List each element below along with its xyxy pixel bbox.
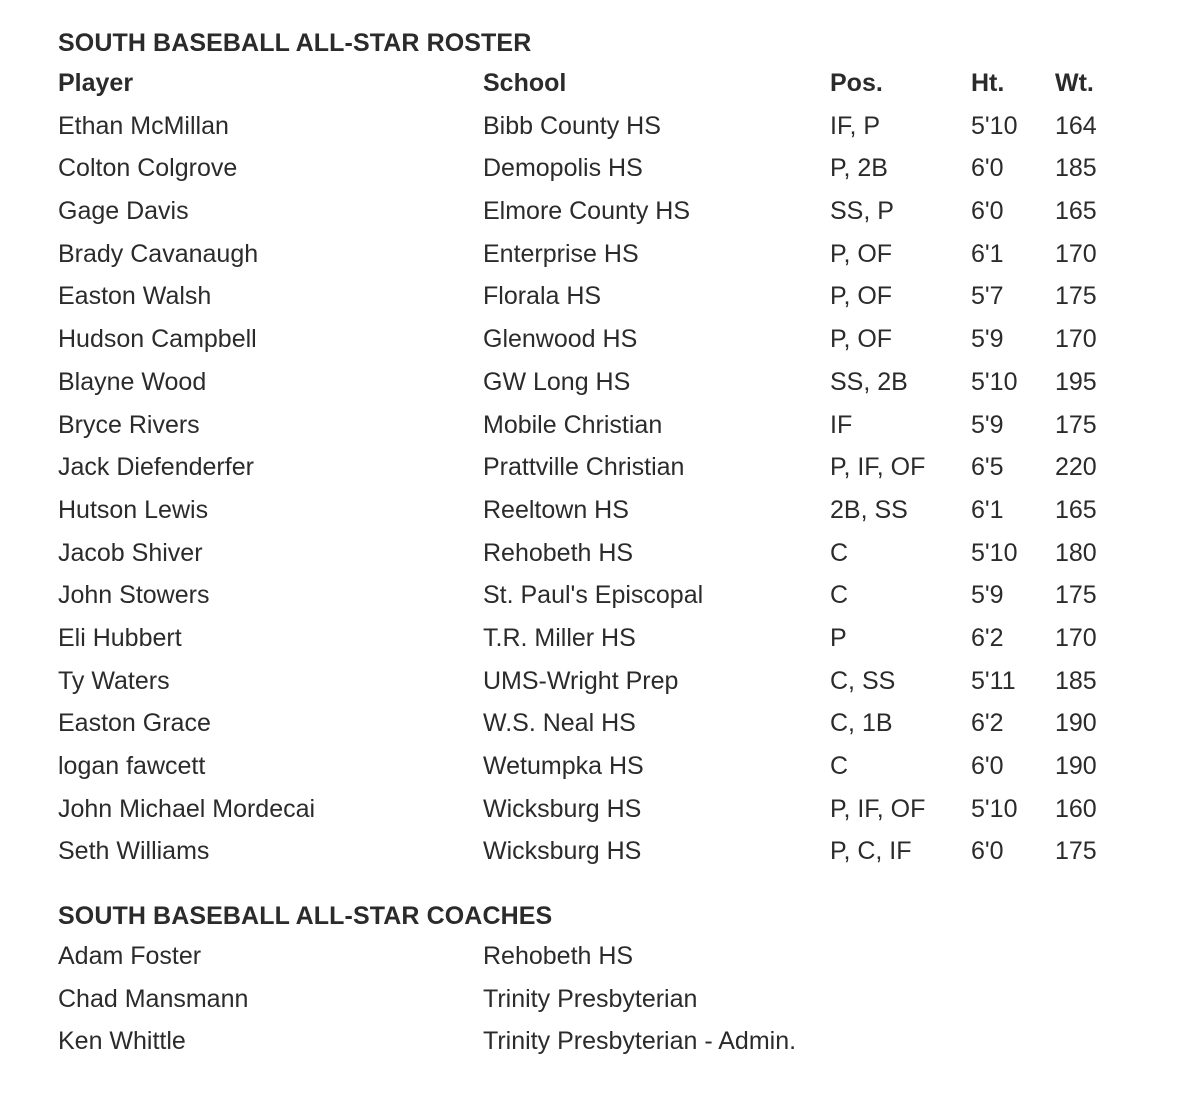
player-school: GW Long HS bbox=[483, 367, 631, 396]
table-row bbox=[58, 318, 1158, 361]
coaches-title: SOUTH BASEBALL ALL-STAR COACHES bbox=[58, 902, 553, 931]
player-weight: 195 bbox=[1055, 367, 1097, 396]
player-position: SS, P bbox=[830, 197, 894, 226]
player-school: Wetumpka HS bbox=[483, 752, 644, 780]
player-name: Jack Diefenderfer bbox=[58, 453, 254, 482]
player-school: Rehobeth HS bbox=[483, 538, 634, 567]
player-name: John Stowers bbox=[58, 581, 210, 610]
player-weight: 170 bbox=[1055, 325, 1097, 354]
list-item bbox=[58, 1020, 1158, 1063]
header-height: Ht. bbox=[971, 69, 1005, 97]
player-name: Ethan McMillan bbox=[58, 111, 229, 140]
player-position: P bbox=[830, 623, 847, 652]
player-weight: 190 bbox=[1055, 709, 1097, 738]
table-row bbox=[58, 830, 1158, 873]
player-height: 5'7 bbox=[971, 282, 1004, 311]
player-school: UMS-Wright Prep bbox=[483, 666, 679, 695]
table-row bbox=[58, 660, 1158, 703]
player-position: C, SS bbox=[830, 666, 896, 695]
player-height: 6'1 bbox=[971, 495, 1004, 524]
player-position: P, IF, OF bbox=[830, 794, 926, 823]
player-weight: 185 bbox=[1055, 666, 1097, 695]
coach-school: Trinity Presbyterian - Admin. bbox=[483, 1027, 797, 1056]
player-name: Seth Williams bbox=[58, 837, 210, 866]
player-position: C bbox=[830, 752, 849, 780]
player-name: Hutson Lewis bbox=[58, 495, 209, 524]
player-list bbox=[58, 105, 1158, 873]
table-row bbox=[58, 574, 1158, 617]
player-weight: 160 bbox=[1055, 794, 1097, 823]
roster-title: SOUTH BASEBALL ALL-STAR ROSTER bbox=[58, 29, 532, 57]
player-height: 6'0 bbox=[971, 197, 1004, 226]
player-height: 5'10 bbox=[971, 794, 1018, 823]
player-height: 6'0 bbox=[971, 837, 1004, 866]
player-weight: 175 bbox=[1055, 410, 1097, 439]
player-height: 5'9 bbox=[971, 581, 1004, 610]
player-weight: 165 bbox=[1055, 197, 1097, 226]
player-name: logan fawcett bbox=[58, 752, 206, 780]
table-row bbox=[58, 489, 1158, 532]
player-school: Glenwood HS bbox=[483, 325, 638, 354]
player-height: 5'10 bbox=[971, 538, 1018, 567]
player-name: Eli Hubbert bbox=[58, 623, 182, 652]
player-school: Wicksburg HS bbox=[483, 794, 642, 823]
player-position: C bbox=[830, 581, 849, 610]
coach-name: Adam Foster bbox=[58, 942, 202, 971]
player-name: Ty Waters bbox=[58, 666, 170, 695]
player-position: P, OF bbox=[830, 239, 893, 268]
table-row bbox=[58, 361, 1158, 404]
coach-school: Rehobeth HS bbox=[483, 942, 634, 971]
player-name: Blayne Wood bbox=[58, 367, 207, 396]
player-weight: 170 bbox=[1055, 623, 1097, 652]
player-name: Easton Walsh bbox=[58, 282, 212, 311]
player-weight: 175 bbox=[1055, 282, 1097, 311]
player-position: 2B, SS bbox=[830, 495, 908, 524]
table-row bbox=[58, 532, 1158, 575]
player-position: P, OF bbox=[830, 282, 893, 311]
player-weight: 175 bbox=[1055, 837, 1097, 866]
player-school: Reeltown HS bbox=[483, 495, 629, 524]
player-school: St. Paul's Episcopal bbox=[483, 581, 704, 610]
player-name: Brady Cavanaugh bbox=[58, 239, 259, 268]
list-item bbox=[58, 978, 1158, 1021]
player-weight: 170 bbox=[1055, 239, 1097, 268]
player-height: 5'11 bbox=[971, 666, 1016, 695]
coach-school: Trinity Presbyterian bbox=[483, 984, 698, 1013]
player-height: 6'0 bbox=[971, 154, 1004, 183]
player-position: C bbox=[830, 538, 849, 567]
table-row bbox=[58, 190, 1158, 233]
header-position: Pos. bbox=[830, 69, 883, 97]
player-weight: 165 bbox=[1055, 495, 1097, 524]
player-name: Gage Davis bbox=[58, 197, 189, 226]
player-height: 6'2 bbox=[971, 709, 1004, 738]
player-height: 6'1 bbox=[971, 239, 1004, 268]
header-weight: Wt. bbox=[1055, 69, 1094, 97]
table-row bbox=[58, 788, 1158, 831]
player-school: Elmore County HS bbox=[483, 197, 691, 226]
player-height: 6'2 bbox=[971, 623, 1004, 652]
list-item bbox=[58, 935, 1158, 978]
coach-name: Chad Mansmann bbox=[58, 984, 249, 1013]
player-position: IF bbox=[830, 410, 853, 439]
player-weight: 185 bbox=[1055, 154, 1097, 183]
table-row bbox=[58, 275, 1158, 318]
player-height: 5'10 bbox=[971, 367, 1018, 396]
player-weight: 164 bbox=[1055, 111, 1097, 140]
player-position: P, IF, OF bbox=[830, 453, 926, 482]
section-spacer bbox=[58, 873, 1158, 897]
player-position: P, C, IF bbox=[830, 837, 912, 866]
table-row bbox=[58, 617, 1158, 660]
player-height: 5'10 bbox=[971, 111, 1018, 140]
player-school: Wicksburg HS bbox=[483, 837, 642, 866]
player-name: Colton Colgrove bbox=[58, 154, 238, 183]
coach-list bbox=[58, 935, 1158, 1063]
player-height: 5'9 bbox=[971, 410, 1004, 439]
player-school: Demopolis HS bbox=[483, 154, 643, 183]
player-school: Enterprise HS bbox=[483, 239, 639, 268]
player-weight: 175 bbox=[1055, 581, 1097, 610]
player-height: 6'0 bbox=[971, 752, 1004, 780]
player-name: Bryce Rivers bbox=[58, 410, 200, 439]
player-name: Jacob Shiver bbox=[58, 538, 203, 567]
player-position: IF, P bbox=[830, 111, 881, 140]
table-row bbox=[58, 105, 1158, 148]
player-school: W.S. Neal HS bbox=[483, 709, 636, 738]
player-position: SS, 2B bbox=[830, 367, 908, 396]
header-school: School bbox=[483, 69, 567, 97]
player-weight: 220 bbox=[1055, 453, 1097, 482]
table-row bbox=[58, 404, 1158, 447]
player-position: P, 2B bbox=[830, 154, 888, 183]
player-weight: 180 bbox=[1055, 538, 1097, 567]
coach-name: Ken Whittle bbox=[58, 1027, 186, 1056]
table-row bbox=[58, 702, 1158, 745]
player-name: John Michael Mordecai bbox=[58, 794, 316, 823]
player-name: Easton Grace bbox=[58, 709, 211, 738]
roster-document bbox=[58, 24, 1158, 1063]
table-row bbox=[58, 233, 1158, 276]
player-school: T.R. Miller HS bbox=[483, 623, 636, 652]
table-row bbox=[58, 745, 1158, 788]
player-school: Prattville Christian bbox=[483, 453, 685, 482]
header-player: Player bbox=[58, 69, 134, 97]
player-school: Florala HS bbox=[483, 282, 602, 311]
player-name: Hudson Campbell bbox=[58, 325, 257, 354]
roster-header-row bbox=[58, 62, 1158, 105]
player-school: Mobile Christian bbox=[483, 410, 663, 439]
player-school: Bibb County HS bbox=[483, 111, 661, 140]
table-row bbox=[58, 147, 1158, 190]
player-position: C, 1B bbox=[830, 709, 893, 738]
player-weight: 190 bbox=[1055, 752, 1097, 780]
player-height: 5'9 bbox=[971, 325, 1004, 354]
player-position: P, OF bbox=[830, 325, 893, 354]
player-height: 6'5 bbox=[971, 453, 1004, 482]
table-row bbox=[58, 446, 1158, 489]
